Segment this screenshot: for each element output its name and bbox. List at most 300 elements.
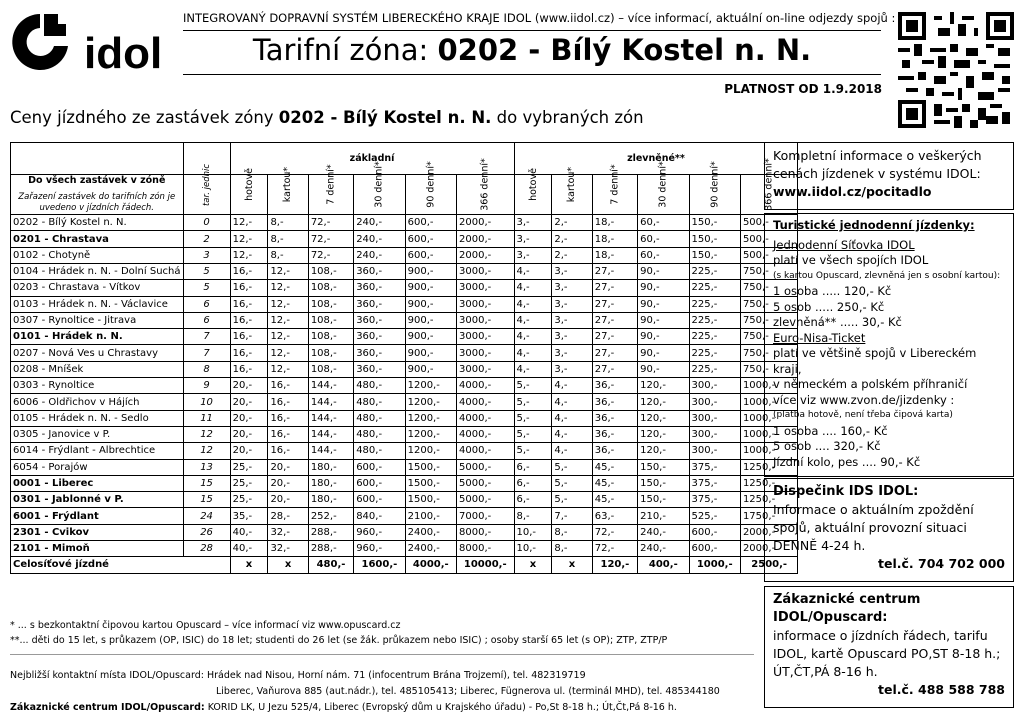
price-cell: 144,- [308, 443, 353, 459]
tariff-units-cell: 9 [183, 378, 230, 394]
price-cell: 180,- [308, 492, 353, 508]
price-cell: 108,- [308, 296, 353, 312]
price-cell: 20,- [268, 475, 308, 491]
price-cell: 2000,- [457, 231, 514, 247]
zone-name-cell: 0103 - Hrádek n. N. - Václavice [11, 296, 184, 312]
dispatch-phone: tel.č. 704 702 000 [878, 556, 1005, 571]
price-cell: 36,- [592, 378, 637, 394]
zone-name-cell: 6054 - Porajów [11, 459, 184, 475]
contact-points: Nejbližší kontaktní místa IDOL/Opuscard: Hrádek nad Nisou, Horní nám. 71 (infocentrum Brána Trojzemí), tel. 482319719 Liberec, Vaňurova 885 (aut.nádr.), tel. 485105413; Liberec, Fügnerova ul. (terminál MHD), tel. 485344180 Zákaznické centrum IDOL/Opuscard: KORID LK, U Jezu 525/4, Liberec (Evropský dům u Krajského úřadu) - Po,St 8-18 h.; Út,Čt,Pá 8-16 h. [10, 670, 720, 713]
price-cell: 5,- [514, 410, 552, 426]
zone-name-cell: 0102 - Chotyně [11, 247, 184, 263]
total-label: Celosíťové jízdné [11, 557, 231, 573]
price-cell: 16,- [268, 378, 308, 394]
price-cell: 375,- [689, 492, 740, 508]
price-cell: 5,- [514, 378, 552, 394]
price-cell: 300,- [689, 410, 740, 426]
tariff-units-cell: 6 [183, 296, 230, 312]
price-cell: 480,- [354, 378, 405, 394]
price-cell: 1200,- [405, 443, 456, 459]
price-cell: 16,- [230, 361, 268, 377]
price-cell: 1200,- [405, 426, 456, 442]
price-cell: 750,- [740, 361, 797, 377]
price-cell: 750,- [740, 329, 797, 345]
column-header: 7 denní* [308, 175, 353, 215]
price-cell: 144,- [308, 426, 353, 442]
column-header: 90 denní* [689, 175, 740, 215]
price-cell: 27,- [592, 361, 637, 377]
price-cell: 360,- [354, 312, 405, 328]
price-cell: 900,- [405, 263, 456, 279]
price-cell: 16,- [230, 280, 268, 296]
zone-name-cell: 6014 - Frýdlant - Albrechtice [11, 443, 184, 459]
price-cell: 3,- [552, 312, 592, 328]
price-cell: 108,- [308, 312, 353, 328]
zone-name: 0202 - Bílý Kostel n. N. [437, 33, 812, 67]
price-cell: 32,- [268, 524, 308, 540]
price-cell: 144,- [308, 410, 353, 426]
price-cell: 90,- [638, 280, 689, 296]
tariff-units-cell: 13 [183, 459, 230, 475]
price-cell: 18,- [592, 215, 637, 231]
zone-name-cell: 0207 - Nová Ves u Chrastavy [11, 345, 184, 361]
price-cell: 5000,- [457, 475, 514, 491]
price-cell: 18,- [592, 231, 637, 247]
price-cell: 20,- [230, 443, 268, 459]
price-cell: 27,- [592, 329, 637, 345]
price-cell: 6,- [514, 475, 552, 491]
price-cell: 16,- [268, 443, 308, 459]
price-cell: 900,- [405, 361, 456, 377]
table-row [11, 215, 798, 231]
price-cell: 60,- [638, 247, 689, 263]
price-cell: 10,- [514, 524, 552, 540]
price-cell: 16,- [230, 345, 268, 361]
price-cell: 16,- [268, 426, 308, 442]
tariff-units-cell: 15 [183, 475, 230, 491]
price-cell: 225,- [689, 296, 740, 312]
price-cell: 5,- [552, 475, 592, 491]
price-cell: 4,- [552, 443, 592, 459]
price-cell: 225,- [689, 312, 740, 328]
price-cell: 375,- [689, 459, 740, 475]
price-cell: 12,- [268, 312, 308, 328]
price-cell: 5,- [514, 394, 552, 410]
price-cell: 4,- [552, 410, 592, 426]
price-cell: 4,- [514, 263, 552, 279]
price-cell: 240,- [354, 247, 405, 263]
price-cell: 12,- [230, 215, 268, 231]
price-cell: 1250,- [740, 492, 797, 508]
tariff-units-header: tar. jednic [183, 175, 230, 215]
column-header: hotově [514, 175, 552, 215]
total-price-cell: 2500,- [740, 557, 797, 573]
price-cell: 8000,- [457, 541, 514, 557]
price-cell: 4000,- [457, 394, 514, 410]
zone-title: Tarifní zóna: 0202 - Bílý Kostel n. N. [252, 33, 812, 67]
price-cell: 150,- [689, 247, 740, 263]
price-cell: 25,- [230, 459, 268, 475]
column-header: 366 denní* [457, 175, 514, 215]
price-cell: 150,- [689, 215, 740, 231]
column-header: kartou* [552, 175, 592, 215]
total-price-cell: 1000,- [689, 557, 740, 573]
table-row [11, 361, 798, 377]
price-cell: 7,- [552, 508, 592, 524]
price-cell: 3,- [552, 263, 592, 279]
column-header: hotově [230, 175, 268, 215]
footnote-reduced: **... děti do 15 let, s průkazem (OP, ISIC) do 18 let; studenti do 26 let (se žák. průkazem nebo ISIC) ; osoby starší 65 let (s OP); ZTP, ZTP/P [10, 635, 668, 646]
price-cell: 600,- [354, 475, 405, 491]
price-cell: 12,- [268, 263, 308, 279]
column-header: 30 denní* [638, 175, 689, 215]
price-cell: 2100,- [405, 508, 456, 524]
tariff-units-cell: 3 [183, 247, 230, 263]
tariff-units-cell: 26 [183, 524, 230, 540]
price-cell: 960,- [354, 541, 405, 557]
price-cell: 45,- [592, 459, 637, 475]
price-cell: 150,- [638, 492, 689, 508]
price-cell: 16,- [230, 263, 268, 279]
price-cell: 90,- [638, 329, 689, 345]
price-cell: 225,- [689, 345, 740, 361]
table-row [11, 541, 798, 557]
price-cell: 1000,- [740, 410, 797, 426]
price-cell: 120,- [638, 443, 689, 459]
price-cell: 1250,- [740, 475, 797, 491]
zone-name-cell: 0301 - Jablonné v P. [11, 492, 184, 508]
price-cell: 1200,- [405, 378, 456, 394]
price-cell: 108,- [308, 329, 353, 345]
price-cell: 25,- [230, 475, 268, 491]
price-cell: 525,- [689, 508, 740, 524]
price-cell: 36,- [592, 426, 637, 442]
total-price-cell: 120,- [592, 557, 637, 573]
tariff-units-cell: 5 [183, 263, 230, 279]
price-cell: 3000,- [457, 280, 514, 296]
price-cell: 1500,- [405, 459, 456, 475]
price-cell: 2000,- [457, 247, 514, 263]
idol-logo [8, 10, 178, 76]
price-cell: 72,- [308, 247, 353, 263]
price-cell: 36,- [592, 443, 637, 459]
price-cell: 360,- [354, 361, 405, 377]
price-cell: 20,- [230, 426, 268, 442]
price-cell: 36,- [592, 410, 637, 426]
logo-text: idol [84, 29, 163, 76]
table-row [11, 394, 798, 410]
price-cell: 8,- [268, 231, 308, 247]
total-price-cell: x [514, 557, 552, 573]
tariff-units-cell: 6 [183, 312, 230, 328]
price-cell: 5,- [514, 443, 552, 459]
table-row [11, 312, 798, 328]
price-cell: 225,- [689, 280, 740, 296]
tariff-units-cell: 7 [183, 329, 230, 345]
price-cell: 3,- [514, 231, 552, 247]
price-cell: 900,- [405, 296, 456, 312]
price-cell: 500,- [740, 231, 797, 247]
price-cell: 108,- [308, 280, 353, 296]
price-cell: 750,- [740, 312, 797, 328]
info-box: Kompletní informace o veškerých cenách jízdenek v systému IDOL: www.iidol.cz/pocitadlo [764, 142, 1014, 210]
price-cell: 32,- [268, 541, 308, 557]
price-cell: 150,- [638, 475, 689, 491]
price-cell: 300,- [689, 426, 740, 442]
price-cell: 27,- [592, 312, 637, 328]
price-cell: 500,- [740, 247, 797, 263]
price-cell: 6,- [514, 459, 552, 475]
price-cell: 45,- [592, 475, 637, 491]
price-cell: 4,- [552, 394, 592, 410]
price-cell: 108,- [308, 361, 353, 377]
price-cell: 480,- [354, 443, 405, 459]
price-cell: 8,- [552, 541, 592, 557]
tariff-units-cell: 12 [183, 426, 230, 442]
price-cell: 3,- [552, 361, 592, 377]
price-cell: 2400,- [405, 541, 456, 557]
validity: PLATNOST OD 1.9.2018 [724, 82, 882, 96]
total-row [11, 557, 798, 573]
price-cell: 240,- [638, 524, 689, 540]
divider [10, 654, 754, 655]
price-cell: 12,- [230, 231, 268, 247]
price-cell: 16,- [268, 410, 308, 426]
footnotes [10, 618, 667, 648]
table-row [11, 329, 798, 345]
price-cell: 72,- [592, 541, 637, 557]
tariff-units-cell: 8 [183, 361, 230, 377]
price-cell: 225,- [689, 263, 740, 279]
price-cell: 4,- [514, 345, 552, 361]
price-cell: 8,- [552, 524, 592, 540]
price-cell: 240,- [638, 541, 689, 557]
price-cell: 300,- [689, 378, 740, 394]
price-cell: 288,- [308, 524, 353, 540]
price-cell: 4,- [514, 361, 552, 377]
price-cell: 63,- [592, 508, 637, 524]
zone-name-cell: 0203 - Chrastava - Vítkov [11, 280, 184, 296]
footnote-card: * ... s bezkontaktní čipovou kartou Opuscard – více informací viz www.opuscard.cz [10, 620, 401, 631]
tariff-units-cell: 11 [183, 410, 230, 426]
price-cell: 5,- [552, 459, 592, 475]
price-cell: 8,- [514, 508, 552, 524]
zone-name-cell: 0101 - Hrádek n. N. [11, 329, 184, 345]
price-cell: 4,- [552, 426, 592, 442]
price-cell: 360,- [354, 280, 405, 296]
price-cell: 27,- [592, 345, 637, 361]
price-cell: 20,- [268, 492, 308, 508]
price-cell: 1200,- [405, 394, 456, 410]
price-cell: 8,- [268, 247, 308, 263]
group-basic: základní [230, 143, 514, 175]
price-cell: 300,- [689, 443, 740, 459]
price-cell: 900,- [405, 312, 456, 328]
price-cell: 600,- [689, 541, 740, 557]
price-cell: 12,- [268, 345, 308, 361]
tariff-units-cell: 7 [183, 345, 230, 361]
price-cell: 27,- [592, 263, 637, 279]
total-price-cell: x [230, 557, 268, 573]
table-row [11, 345, 798, 361]
price-cell: 4,- [514, 329, 552, 345]
zone-name-cell: 0104 - Hrádek n. N. - Dolní Suchá [11, 263, 184, 279]
price-cell: 1000,- [740, 426, 797, 442]
price-cell: 300,- [689, 394, 740, 410]
price-cell: 4,- [514, 296, 552, 312]
pocitadlo-link[interactable]: www.iidol.cz/pocitadlo [773, 184, 932, 199]
price-cell: 40,- [230, 524, 268, 540]
price-cell: 3000,- [457, 361, 514, 377]
price-cell: 1200,- [405, 410, 456, 426]
price-cell: 6,- [514, 492, 552, 508]
price-cell: 2000,- [740, 524, 797, 540]
table-row [11, 247, 798, 263]
price-cell: 180,- [308, 475, 353, 491]
price-cell: 3,- [552, 345, 592, 361]
divider [183, 30, 881, 31]
price-cell: 25,- [230, 492, 268, 508]
price-cell: 4000,- [457, 410, 514, 426]
column-header: kartou* [268, 175, 308, 215]
price-cell: 16,- [230, 312, 268, 328]
table-row [11, 492, 798, 508]
price-cell: 144,- [308, 394, 353, 410]
tariff-units-cell: 10 [183, 394, 230, 410]
tariff-units-cell: 24 [183, 508, 230, 524]
price-cell: 1750,- [740, 508, 797, 524]
price-cell: 108,- [308, 345, 353, 361]
price-cell: 4000,- [457, 378, 514, 394]
price-cell: 60,- [638, 231, 689, 247]
price-cell: 3,- [552, 329, 592, 345]
price-cell: 1000,- [740, 443, 797, 459]
price-cell: 750,- [740, 280, 797, 296]
price-cell: 500,- [740, 215, 797, 231]
price-cell: 3000,- [457, 329, 514, 345]
table-row [11, 410, 798, 426]
price-cell: 3,- [514, 247, 552, 263]
header-top-line: INTEGROVANÝ DOPRAVNÍ SYSTÉM LIBERECKÉHO KRAJE IDOL (www.iidol.cz) – více informací, aktuální on-line odjezdy spojů : [183, 11, 896, 25]
table-row [11, 475, 798, 491]
price-cell: 4000,- [457, 426, 514, 442]
price-cell: 120,- [638, 410, 689, 426]
price-cell: 4000,- [457, 443, 514, 459]
price-cell: 600,- [689, 524, 740, 540]
price-cell: 10,- [514, 541, 552, 557]
price-cell: 12,- [268, 280, 308, 296]
price-cell: 150,- [689, 231, 740, 247]
price-cell: 480,- [354, 426, 405, 442]
price-cell: 16,- [230, 296, 268, 312]
price-cell: 90,- [638, 296, 689, 312]
price-cell: 16,- [230, 329, 268, 345]
table-row [11, 378, 798, 394]
total-price-cell: 1600,- [354, 557, 405, 573]
price-cell: 45,- [592, 492, 637, 508]
price-cell: 20,- [268, 459, 308, 475]
price-cell: 750,- [740, 296, 797, 312]
total-price-cell: 480,- [308, 557, 353, 573]
table-row [11, 459, 798, 475]
price-cell: 40,- [230, 541, 268, 557]
price-cell: 20,- [230, 394, 268, 410]
zone-name-cell: 6001 - Frýdlant [11, 508, 184, 524]
price-cell: 90,- [638, 312, 689, 328]
price-cell: 750,- [740, 345, 797, 361]
price-cell: 3,- [552, 280, 592, 296]
column-header: 366 denní* [740, 175, 797, 215]
total-price-cell: x [552, 557, 592, 573]
price-cell: 840,- [354, 508, 405, 524]
zone-name-cell: 6006 - Oldřichov v Hájích [11, 394, 184, 410]
price-cell: 1000,- [740, 378, 797, 394]
table-row [11, 524, 798, 540]
tariff-units-cell: 2 [183, 231, 230, 247]
price-cell: 144,- [308, 378, 353, 394]
tariff-units-cell: 12 [183, 443, 230, 459]
price-cell: 5000,- [457, 459, 514, 475]
price-cell: 210,- [638, 508, 689, 524]
price-cell: 900,- [405, 329, 456, 345]
price-cell: 600,- [405, 247, 456, 263]
price-cell: 600,- [405, 231, 456, 247]
price-cell: 120,- [638, 394, 689, 410]
price-cell: 5000,- [457, 492, 514, 508]
zone-name-cell: 2301 - Cvikov [11, 524, 184, 540]
zone-name-cell: 0202 - Bílý Kostel n. N. [11, 215, 184, 231]
left-column-header: Do všech zastávek v zóně Zařazení zastávek do tarifních zón je uvedeno v jízdních řádech. [11, 175, 184, 215]
price-cell: 252,- [308, 508, 353, 524]
fare-table [10, 142, 798, 574]
qr-code-icon[interactable] [898, 12, 1014, 128]
tariff-units-cell: 15 [183, 492, 230, 508]
price-cell: 2400,- [405, 524, 456, 540]
customer-centre-box: Zákaznické centrum IDOL/Opuscard: informace o jízdních řádech, tarifu IDOL, kartě Opuscard PO,ST 8-18 h.; ÚT,ČT,PÁ 8-16 h. tel.č. 488 588 788 [764, 586, 1014, 708]
group-reduced: zlevněné** [514, 143, 798, 175]
price-cell: 360,- [354, 329, 405, 345]
price-cell: 5,- [514, 426, 552, 442]
page-subtitle: Ceny jízdného ze zastávek zóny 0202 - Bílý Kostel n. N. do vybraných zón [10, 108, 644, 127]
customer-phone: tel.č. 488 588 788 [878, 682, 1005, 697]
price-cell: 480,- [354, 394, 405, 410]
price-cell: 27,- [592, 296, 637, 312]
price-cell: 960,- [354, 524, 405, 540]
price-cell: 18,- [592, 247, 637, 263]
price-cell: 4,- [514, 312, 552, 328]
price-cell: 360,- [354, 296, 405, 312]
price-cell: 12,- [268, 361, 308, 377]
price-cell: 2000,- [740, 541, 797, 557]
price-cell: 900,- [405, 345, 456, 361]
total-price-cell: x [268, 557, 308, 573]
price-cell: 120,- [638, 378, 689, 394]
table-row [11, 296, 798, 312]
price-cell: 90,- [638, 263, 689, 279]
price-cell: 20,- [230, 410, 268, 426]
price-cell: 4,- [552, 378, 592, 394]
price-cell: 1250,- [740, 459, 797, 475]
price-cell: 16,- [268, 394, 308, 410]
price-cell: 288,- [308, 541, 353, 557]
price-cell: 60,- [638, 215, 689, 231]
price-cell: 2,- [552, 247, 592, 263]
price-cell: 225,- [689, 329, 740, 345]
price-cell: 225,- [689, 361, 740, 377]
price-cell: 12,- [230, 247, 268, 263]
tariff-units-cell: 5 [183, 280, 230, 296]
price-cell: 180,- [308, 459, 353, 475]
